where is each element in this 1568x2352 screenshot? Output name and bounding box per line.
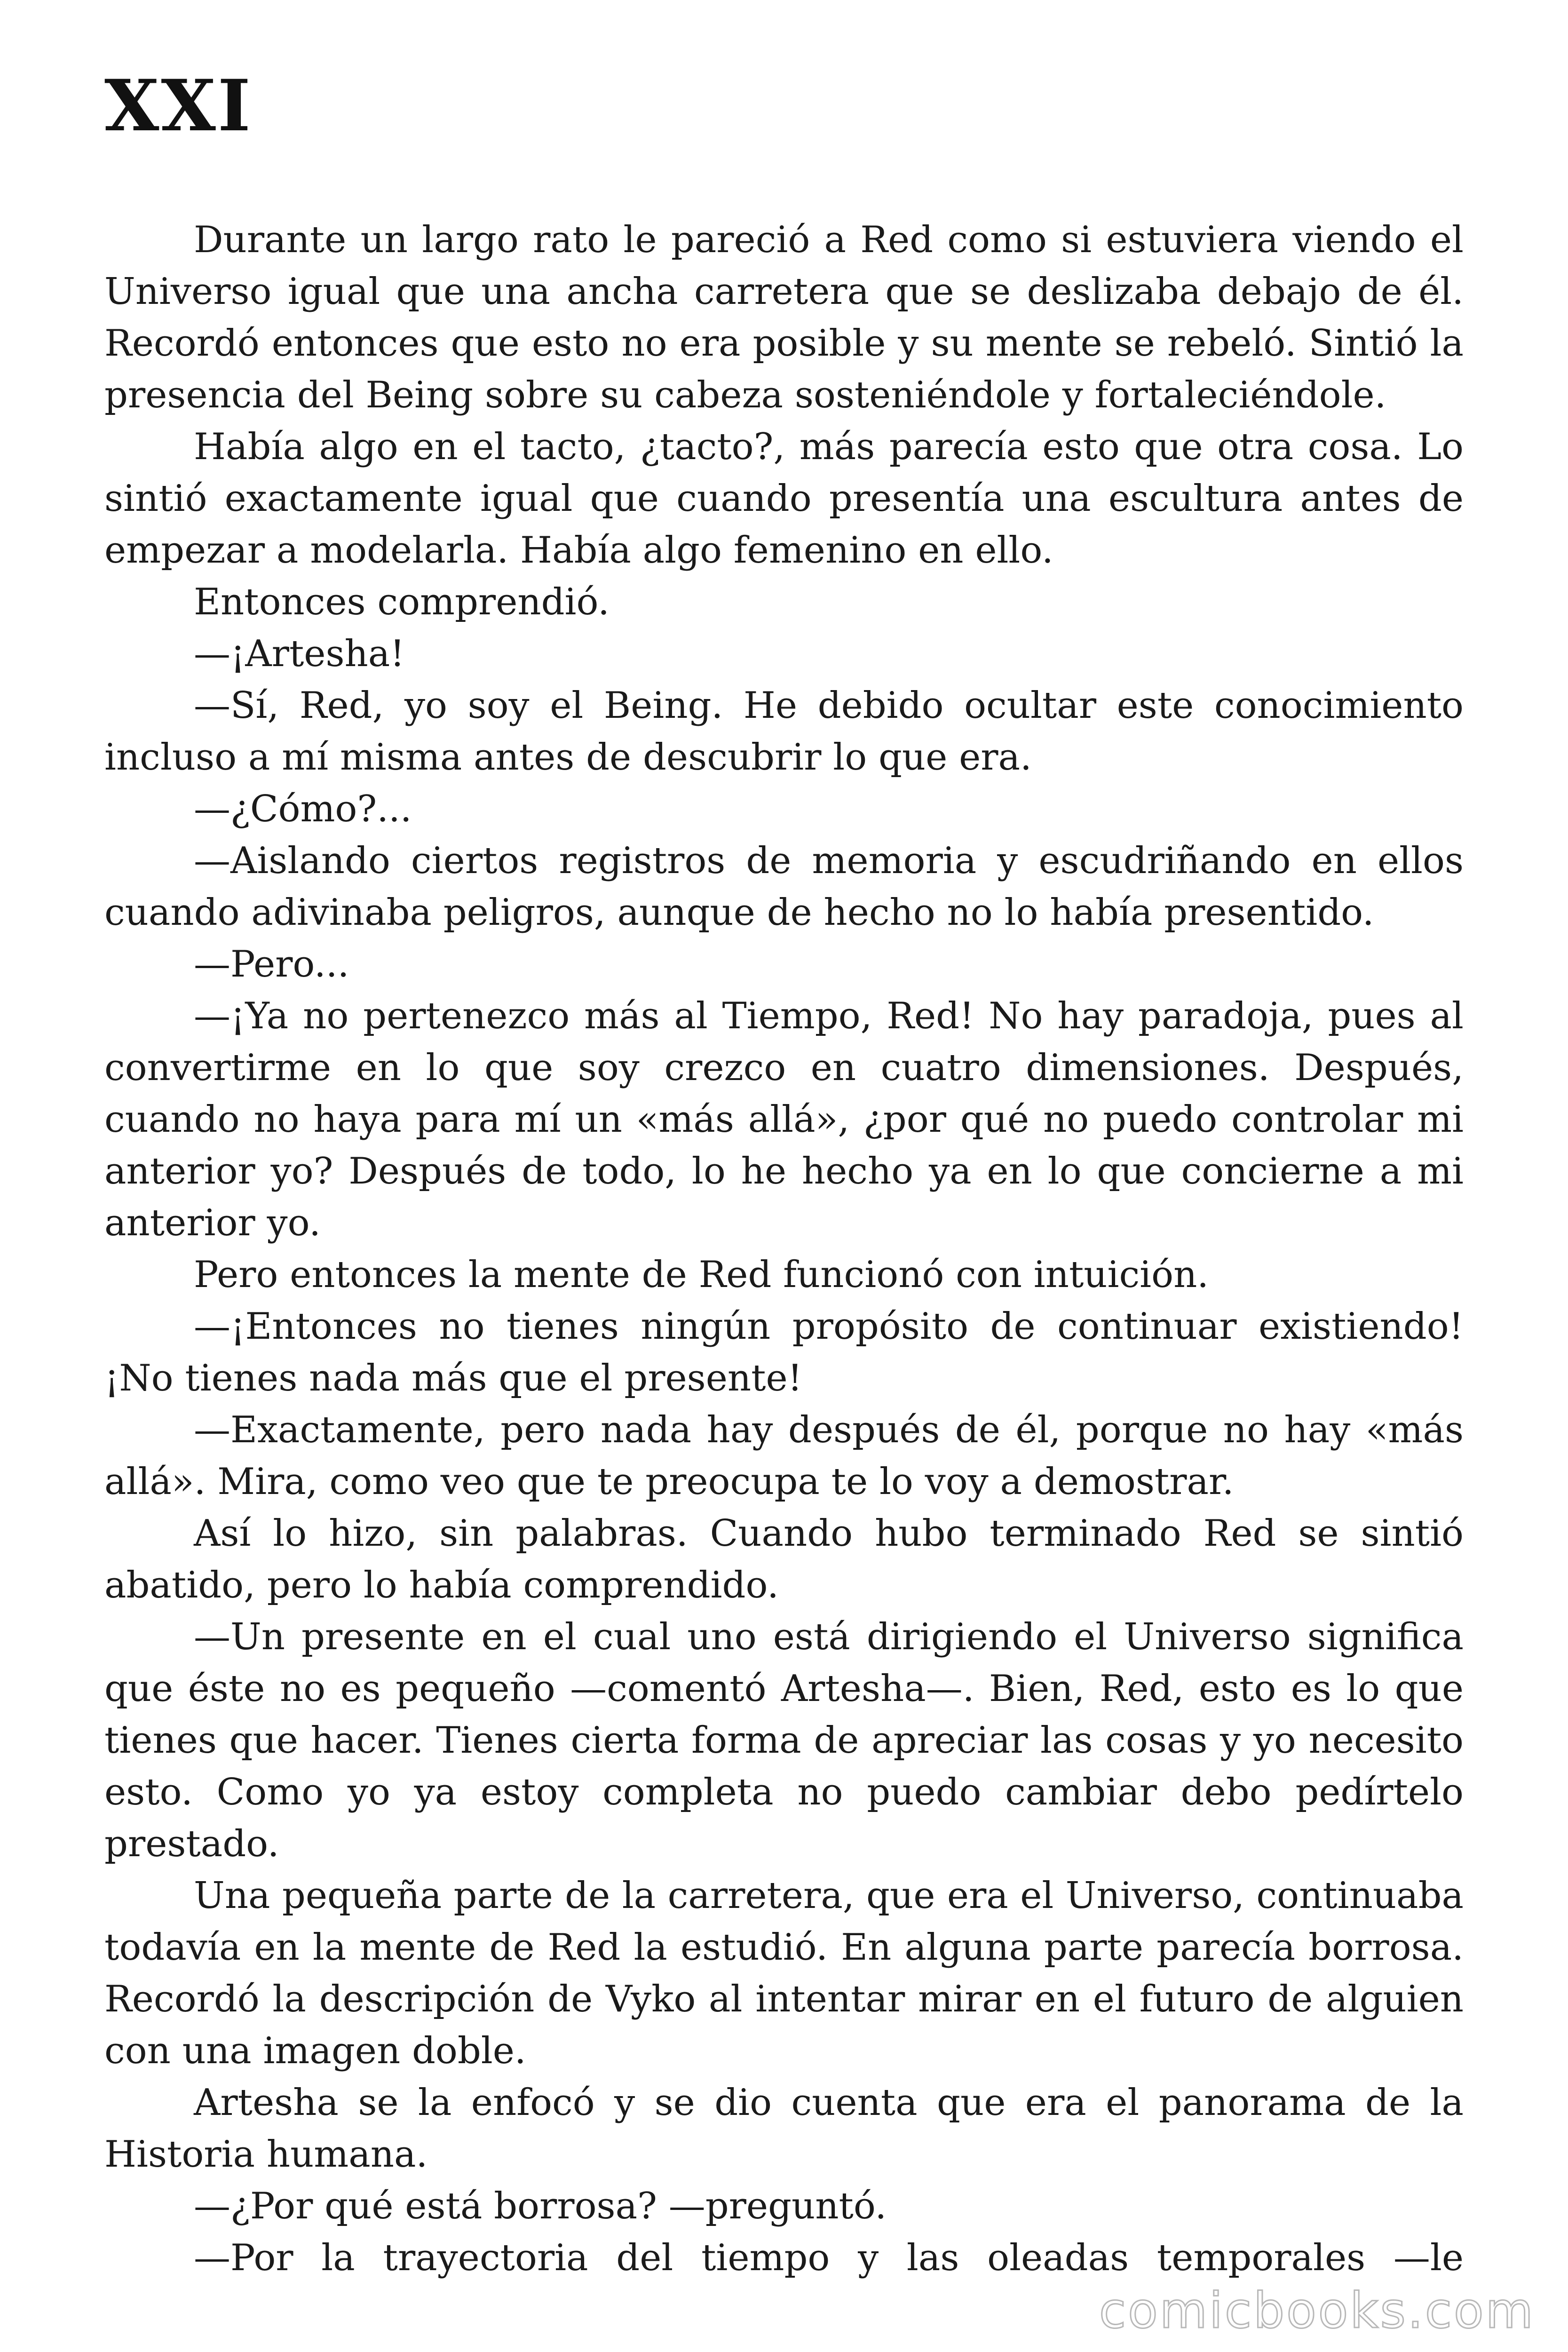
paragraph: —¿Por qué está borrosa? —preguntó. (194, 2185, 887, 2227)
paragraph: Pero entonces la mente de Red funcionó con intuición. (194, 1254, 1209, 1296)
paragraph: —Sí, Red, yo soy el Being. He debido ocultar este conocimiento incluso a mí misma antes de descubrir lo que era. (104, 684, 1464, 779)
paragraph: —¿Cómo?... (194, 788, 412, 830)
paragraph: —¡Entonces no tienes ningún propósito de continuar existiendo! ¡No tienes nada más que el presente! (104, 1305, 1464, 1399)
paragraph: Así lo hizo, sin palabras. Cuando hubo terminado Red se sintió abatido, pero lo había comprendido. (104, 1512, 1464, 1606)
paragraph: Una pequeña parte de la carretera, que era el Universo, continuaba todavía en la mente de Red la estudió. En alguna parte parecía borrosa. Recordó la descripción de Vyko al intentar mirar en el futuro de alguien con una imagen doble. (104, 1875, 1464, 2072)
paragraph: —¡Artesha! (194, 633, 405, 675)
paragraph: Durante un largo rato le pareció a Red como si estuviera viendo el Universo igual que una ancha carretera que se deslizaba debajo de él. Recordó entonces que esto no era posible y su mente se rebeló. Sintió la presencia del Being sobre su cabeza sosteniéndole y fortaleciéndole. (104, 219, 1464, 416)
paragraph: —¡Ya no pertenezco más al Tiempo, Red! No hay paradoja, pues al convertirme en lo que soy crezco en cuatro dimensiones. Después, cuando no haya para mí un «más allá», ¿por qué no puedo controlar mi anterior yo? Después de todo, lo he hecho ya en lo que concierne a mi anterior yo. (104, 995, 1464, 1244)
paragraph: Artesha se la enfocó y se dio cuenta que era el panorama de la Historia humana. (104, 2082, 1464, 2176)
paragraph: —Exactamente, pero nada hay después de él, porque no hay «más allá». Mira, como veo que te preocupa te lo voy a demostrar. (104, 1409, 1464, 1503)
paragraph: —Aislando ciertos registros de memoria y escudriñando en ellos cuando adivinaba peligros, aunque de hecho no lo había presentido. (104, 840, 1464, 934)
paragraph: —Por la trayectoria del tiempo y las oleadas temporales —le (194, 2237, 1464, 2279)
paragraph: Entonces comprendió. (194, 581, 610, 623)
paragraph: —Un presente en el cual uno está dirigiendo el Universo significa que éste no es pequeño —comentó Artesha—. Bien, Red, esto es lo que tienes que hacer. Tienes cierta forma de apreciar las cosas y yo necesito esto. Como yo ya estoy completa no puedo cambiar debo pedírtelo prestado. (104, 1616, 1464, 1865)
watermark: comicbooks.com (1099, 2282, 1535, 2339)
paragraph: Había algo en el tacto, ¿tacto?, más parecía esto que otra cosa. Lo sintió exactamente igual que cuando presentía una escultura antes de empezar a modelarla. Había algo femenino en ello. (104, 426, 1464, 572)
paragraph: —Pero... (194, 943, 349, 985)
chapter-title: XXI (104, 64, 253, 147)
chapter-body (104, 214, 1464, 2284)
